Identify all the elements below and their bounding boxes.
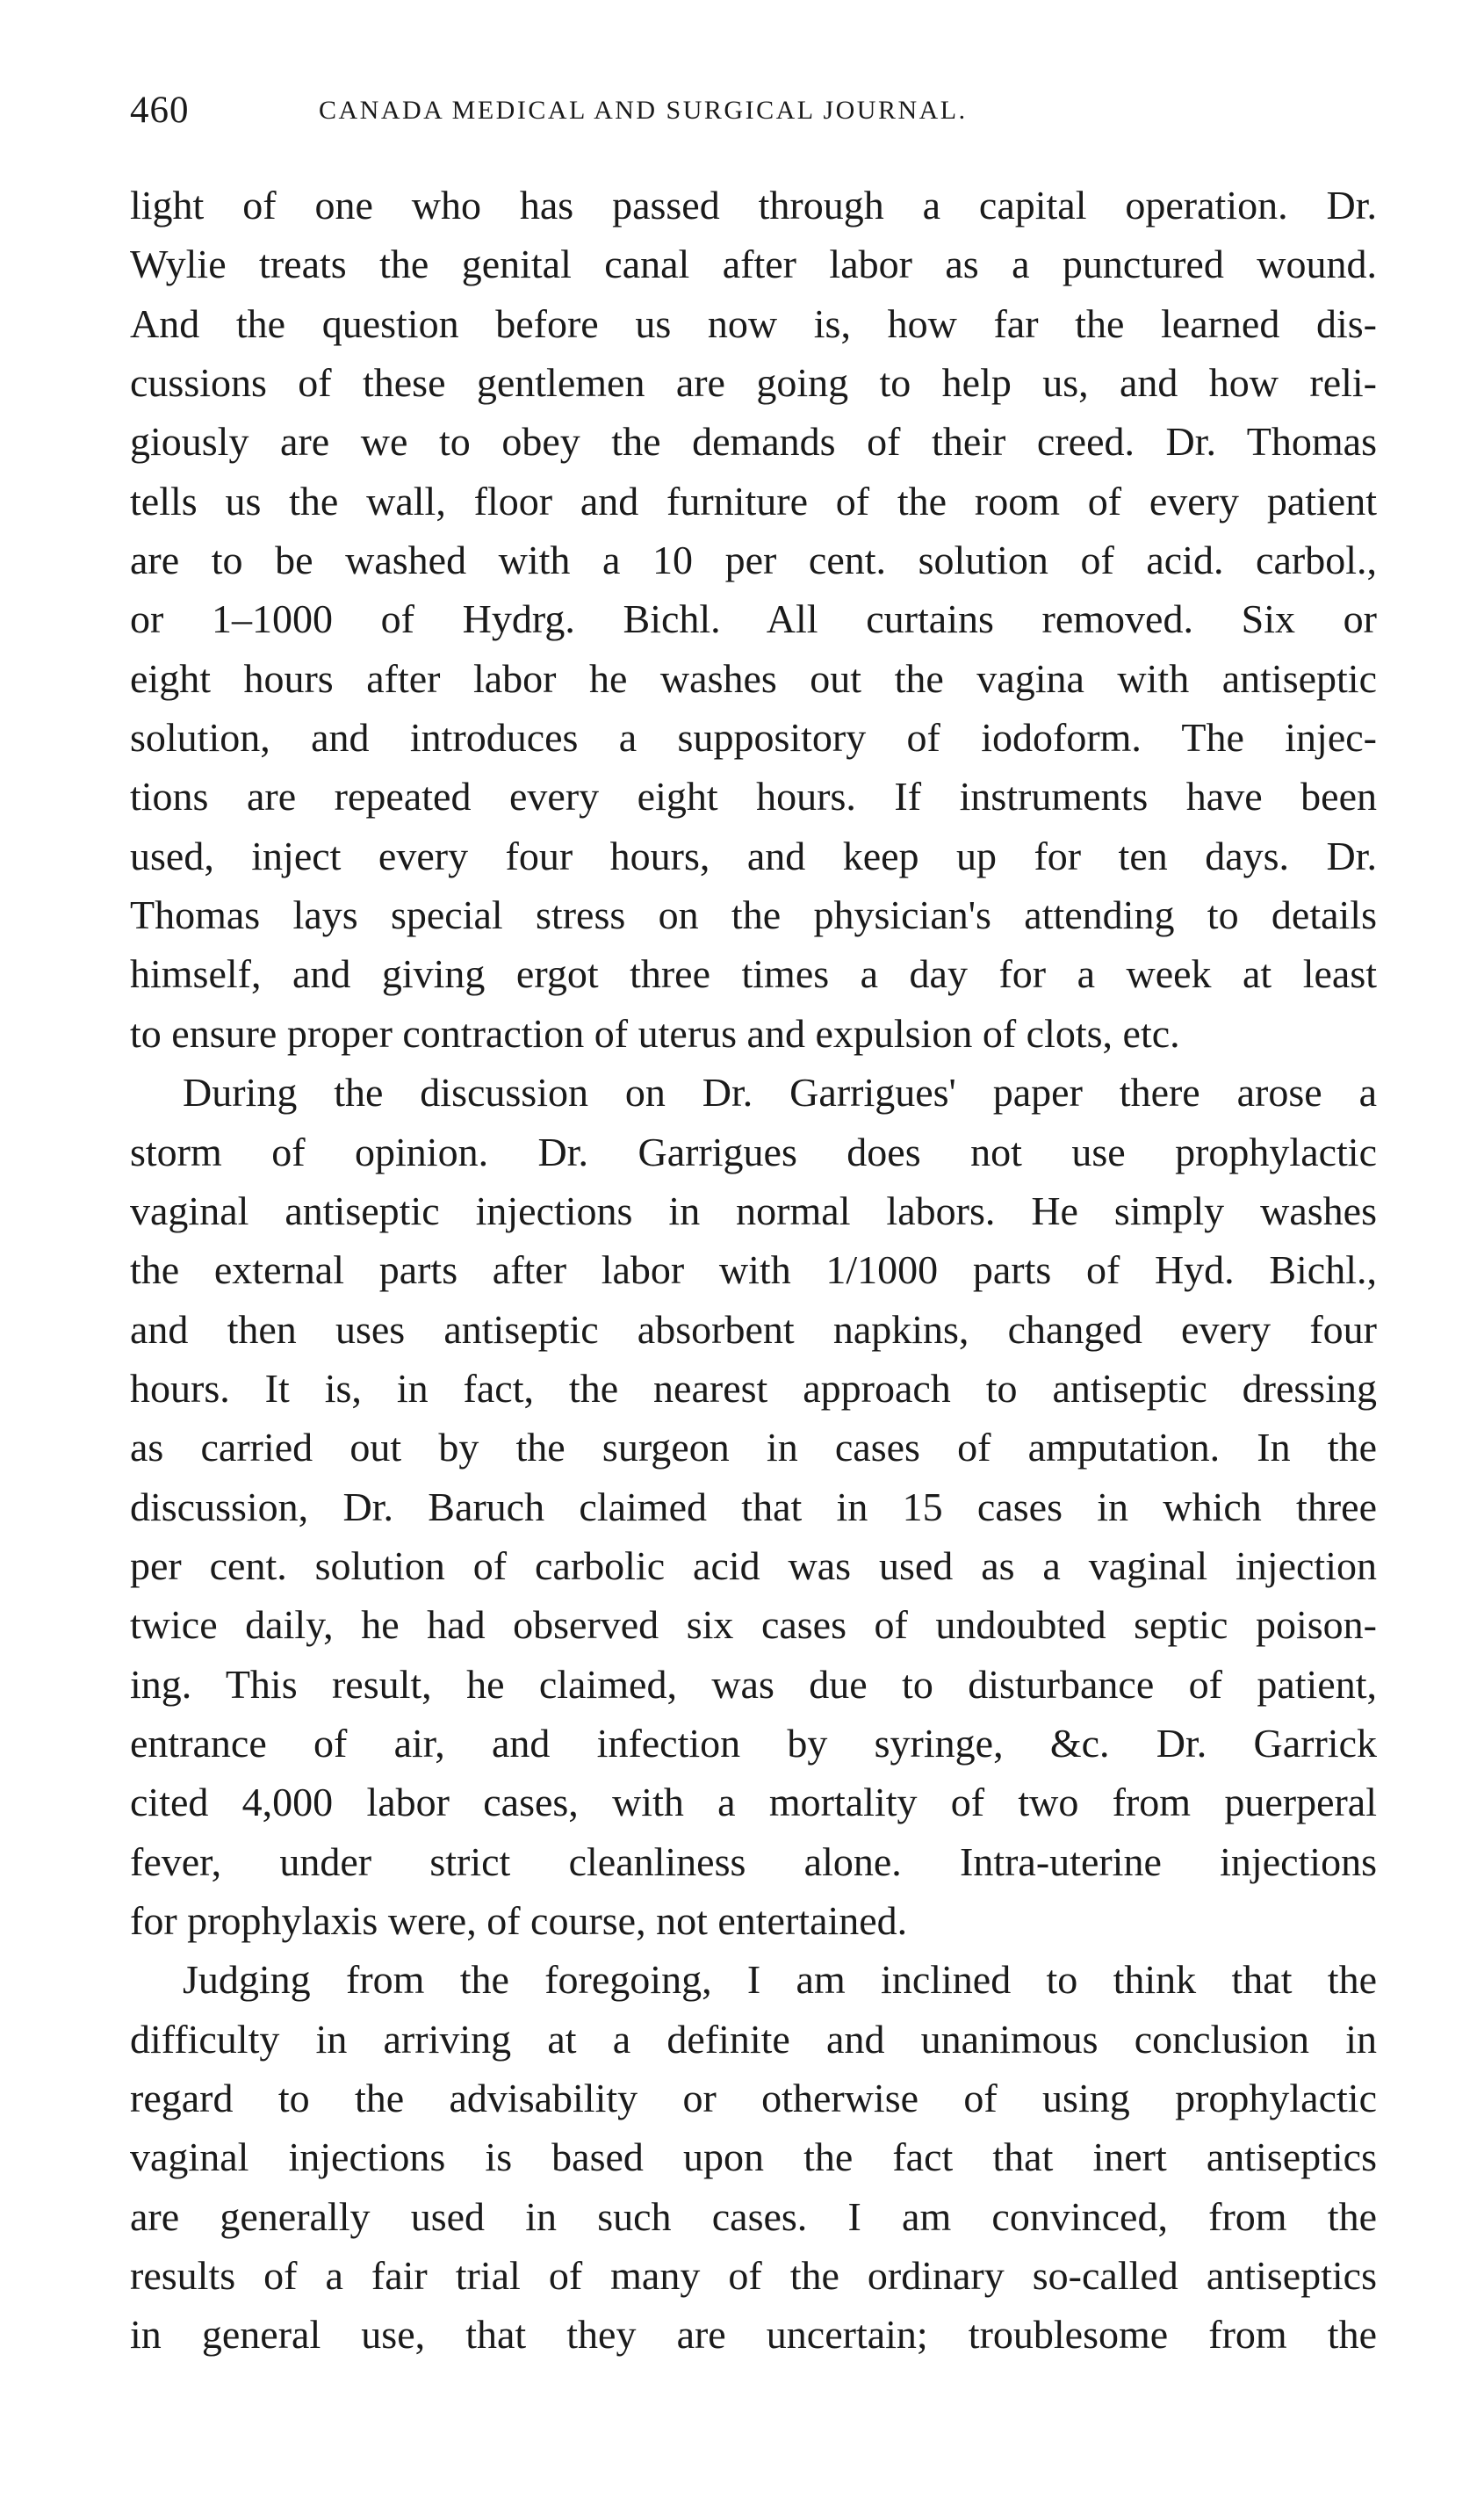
text-line: entrance of air, and infection by syringe, &c. Dr. Garrick: [130, 1720, 1377, 1766]
text-line: per cent. solution of carbolic acid was used as a vaginal injection: [130, 1542, 1377, 1588]
text-line: in general use, that they are uncertain; troublesome from the: [130, 2312, 1377, 2358]
text-line: for prophylaxis were, of course, not entertained.: [130, 1897, 908, 1943]
text-line: twice daily, he had observed six cases of undoubted septic poison-: [130, 1602, 1377, 1648]
journal-title: CANADA MEDICAL AND SURGICAL JOURNAL.: [319, 96, 968, 125]
text-line: Wylie treats the genital canal after labor as a punctured wound.: [130, 242, 1377, 287]
text-line: vaginal antiseptic injections in normal labors. He simply washes: [130, 1188, 1377, 1233]
text-line: cited 4,000 labor cases, with a mortality of two from puerperal: [130, 1780, 1377, 1825]
text-line: or 1–1000 of Hydrg. Bichl. All curtains removed. Six or: [130, 596, 1377, 642]
text-line: himself, and giving ergot three times a day for a week at least: [130, 951, 1377, 997]
text-line: During the discussion on Dr. Garrigues' paper there arose a: [183, 1070, 1377, 1116]
text-line: regard to the advisability or otherwise of using prophylactic: [130, 2076, 1377, 2120]
text-line: And the question before us now is, how far the learned dis-: [130, 300, 1377, 346]
text-line: difficulty in arriving at a definite and unanimous conclusion in: [130, 2016, 1377, 2062]
paragraph-3: [130, 1950, 1377, 2364]
text-line: ing. This result, he claimed, was due to disturbance of patient,: [130, 1661, 1377, 1707]
body-text: [130, 176, 1377, 2365]
text-line: solution, and introduces a suppository of iodoform. The injec-: [130, 715, 1377, 761]
text-line: discussion, Dr. Baruch claimed that in 15 cases in which three: [130, 1484, 1377, 1529]
text-line: vaginal injections is based upon the fact that inert antiseptics: [130, 2134, 1377, 2180]
text-line: giously are we to obey the demands of their creed. Dr. Thomas: [130, 419, 1377, 465]
text-line: light of one who has passed through a capital operation. Dr.: [130, 183, 1377, 228]
paragraph-2: [130, 1063, 1377, 1950]
text-line: the external parts after labor with 1/1000 parts of Hyd. Bichl.,: [130, 1247, 1377, 1293]
text-line: are to be washed with a 10 per cent. solution of acid. carbol.,: [130, 538, 1377, 583]
paragraph-1: [130, 176, 1377, 1063]
text-line: Judging from the foregoing, I am inclined to think that the: [183, 1957, 1377, 2003]
text-line: fever, under strict cleanliness alone. Intra-uterine injections: [130, 1838, 1377, 1884]
text-line: eight hours after labor he washes out the vagina with antiseptic: [130, 655, 1377, 701]
text-line: tells us the wall, floor and furniture of the room of every patient: [130, 478, 1377, 524]
text-line: and then uses antiseptic absorbent napkins, changed every four: [130, 1306, 1377, 1352]
text-line: as carried out by the surgeon in cases of amputation. In the: [130, 1425, 1377, 1470]
text-line: storm of opinion. Dr. Garrigues does not use prophylactic: [130, 1129, 1377, 1174]
text-line: hours. It is, in fact, the nearest approach to antiseptic dressing: [130, 1365, 1377, 1411]
running-head: [130, 84, 1377, 137]
text-line: results of a fair trial of many of the ordinary so-called antiseptics: [130, 2253, 1377, 2299]
text-line: Thomas lays special stress on the physician's attending to details: [130, 892, 1377, 938]
text-line: are generally used in such cases. I am convinced, from the: [130, 2193, 1377, 2239]
text-line: to ensure proper contraction of uterus and expulsion of clots, etc.: [130, 1010, 1180, 1056]
text-line: used, inject every four hours, and keep up for ten days. Dr.: [130, 833, 1377, 878]
text-line: cussions of these gentlemen are going to help us, and how reli-: [130, 360, 1377, 406]
text-line: tions are repeated every eight hours. If instruments have been: [130, 774, 1377, 820]
page-number: 460: [130, 90, 190, 131]
